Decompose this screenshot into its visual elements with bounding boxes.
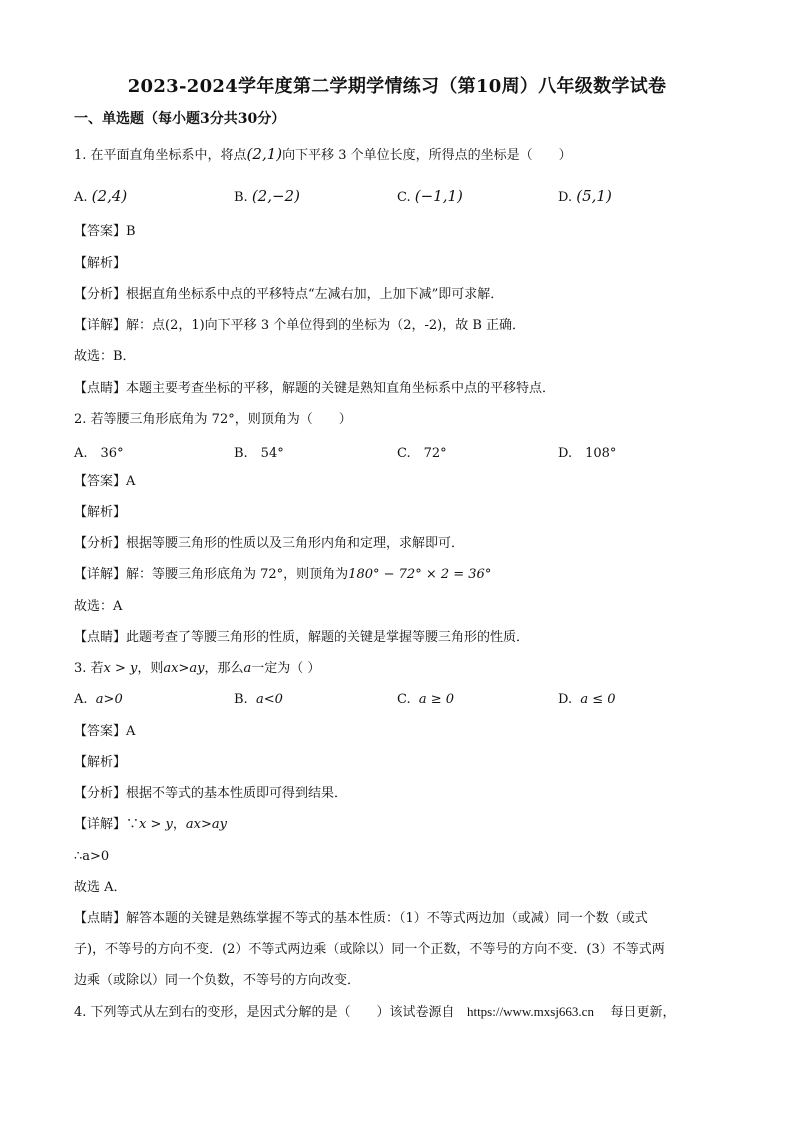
q3-therefore: ∴a>0 (74, 849, 110, 864)
q1-option-c: C. (−1,1) (397, 187, 463, 205)
q2-detail (74, 566, 491, 584)
q2-option-d: D. 108° (558, 446, 617, 461)
q2-jiexi: 【解析】 (74, 505, 127, 520)
q1-comment: 【点睛】本题主要考查坐标的平移，解题的关键是熟知直角坐标系中点的平移特点． (74, 381, 556, 396)
q1-stem-b: 向下平移 3 个单位长度，所得点的坐标是（ ） (282, 148, 572, 163)
q1-jiexi: 【解析】 (74, 256, 127, 271)
q1-point: (2,1) (246, 145, 283, 163)
q3-comment-line-3: 边乘（或除以）同一个负数，不等号的方向改变． (74, 973, 361, 988)
q2-analysis: 【分析】根据等腰三角形的性质以及三角形内角和定理，求解即可． (74, 536, 465, 551)
q3-comment-line-2: 子)，不等号的方向不变．(2）不等式两边乘（或除以）同一个正数，不等号的方向不变．(3）不等式两 (74, 942, 665, 957)
q1-answer: 【答案】B (74, 224, 136, 239)
q1-detail: 【详解】解：点(2，1)向下平移 3 个单位得到的坐标为（2，-2)，故 B 正确． (74, 318, 526, 333)
q3-option-d: D. a ≤ 0 (558, 692, 616, 707)
q3-var: a (243, 661, 252, 676)
q2-choice: 故选：A (74, 599, 123, 614)
q2-comment: 【点睛】此题考查了等腰三角形的性质，解题的关键是掌握等腰三角形的性质． (74, 630, 530, 645)
q1-choice: 故选：B． (74, 349, 136, 364)
q4-stem: 4. 下列等式从左到右的变形，是因式分解的是（ ）该试卷源自 https://www.mxsj663.cn 每日更新， (74, 1004, 676, 1020)
q3-answer: 【答案】A (74, 724, 136, 739)
q3-option-a: A. a>0 (74, 692, 123, 707)
q1-option-b: B. (2,−2) (234, 187, 300, 205)
q3-option-b: B. a<0 (234, 692, 283, 707)
q3-stem: 3. 若x > y，则ax>ay，那么a一定为（ ） (74, 661, 321, 676)
q2-option-a: A. 36° (74, 446, 124, 461)
q2-detail-text: 【详解】解：等腰三角形底角为 72°，则顶角为 (74, 567, 349, 582)
section-heading: 一、单选题（每小题3分共30分） (74, 111, 286, 127)
q3-choice: 故选 A． (74, 880, 127, 895)
q3-option-c: C. a ≥ 0 (397, 692, 455, 707)
q3-comment-line-1: 【点睛】解答本题的关键是熟练掌握不等式的基本性质：（1）不等式两边加（或减）同一个数（或式 (74, 911, 648, 926)
q3-analysis: 【分析】根据不等式的基本性质即可得到结果． (74, 786, 348, 801)
q1-analysis: 【分析】根据直角坐标系中点的平移特点“左减右加，上加下减”即可求解． (74, 287, 504, 302)
source-link[interactable]: https://www.mxsj663.cn (466, 1004, 594, 1019)
q3-detail: 【详解】∵x > y，ax>ay (74, 817, 227, 832)
q1-stem (74, 145, 572, 165)
q1-option-d: D. (5,1) (558, 187, 612, 205)
page-title: 2023-2024学年度第二学期学情练习（第10周）八年级数学试卷 (127, 76, 667, 97)
q2-option-c: C. 72° (397, 446, 447, 461)
q1-option-a: A. (2,4) (74, 187, 128, 205)
q2-detail-formula: 180° − 72° × 2 = 36° (348, 567, 492, 582)
q3-cond-2: ax>ay (163, 661, 205, 676)
q1-stem-a: 1. 在平面直角坐标系中，将点 (74, 148, 247, 163)
q3-jiexi: 【解析】 (74, 755, 127, 770)
q2-answer: 【答案】A (74, 474, 136, 489)
q3-cond-1: x > y (103, 661, 138, 676)
q2-stem: 2. 若等腰三角形底角为 72°，则顶角为（ ） (74, 412, 352, 427)
q2-option-b: B. 54° (234, 446, 284, 461)
